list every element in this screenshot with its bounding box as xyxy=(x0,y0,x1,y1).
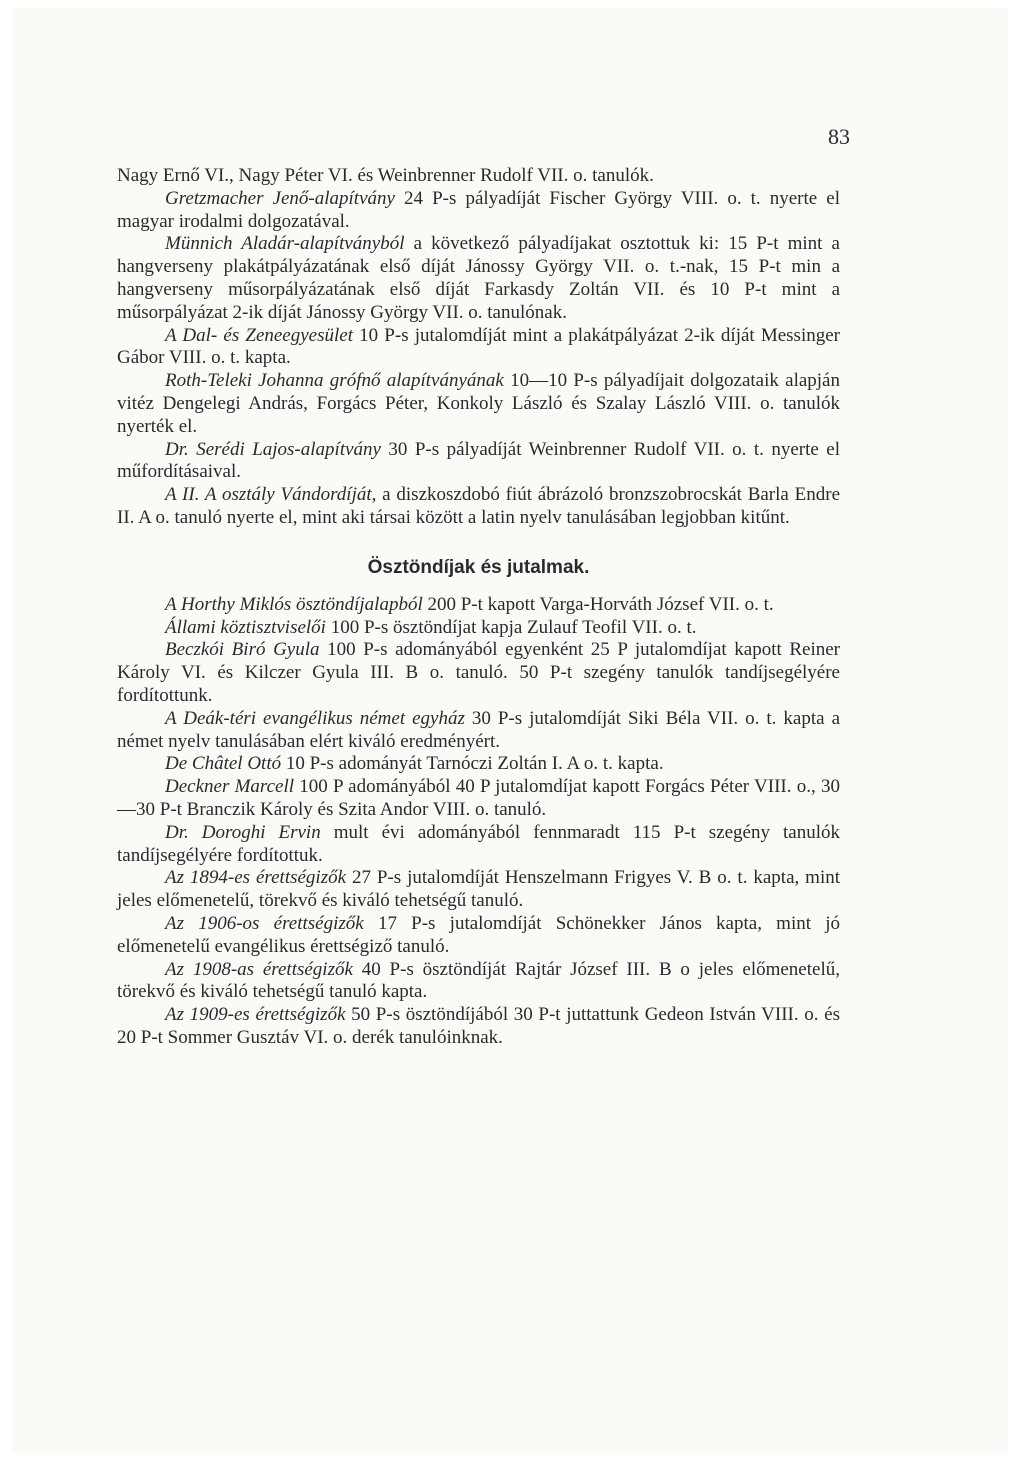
paragraph-text: 100 P-s ösztöndíjat kapja Zulauf Teofil VII. o. t. xyxy=(325,616,697,638)
paragraph-text: 10—10 P-s pályadíjait dolgozataik alapján vitéz Dengelegi András, Forgács Péter, Konkoly László és Szalay László VIII. o. tanulók nyerték el. xyxy=(117,370,840,437)
italic-name: Az 1909-es érettségizők xyxy=(165,1004,346,1026)
paragraph xyxy=(117,165,840,188)
paragraph-text: 10 P-s jutalomdíját mint a plakátpályázat 2-ik díját Messinger Gábor VIII. o. t. kapta. xyxy=(117,324,840,369)
paragraph xyxy=(117,439,840,485)
italic-name: Münnich Aladár-alapítványból xyxy=(165,233,405,255)
paragraph xyxy=(117,776,840,822)
italic-name: Gretzmacher Jenő-alapítvány xyxy=(165,187,395,209)
paragraph xyxy=(117,325,840,371)
section-heading: Ösztöndíjak és jutalmak. xyxy=(367,556,590,578)
paragraph xyxy=(117,370,840,438)
paragraph xyxy=(117,959,840,1005)
paragraph-text: 10 P-s adományát Tarnóczi Zoltán I. A o. t. kapta. xyxy=(281,753,664,775)
paragraph xyxy=(117,867,840,913)
italic-name: Állami köztisztviselői xyxy=(165,616,326,638)
paragraph xyxy=(117,1004,840,1050)
italic-name: Az 1894-es érettségizők xyxy=(165,867,347,889)
paragraph xyxy=(117,913,840,959)
italic-name: Az 1906-os érettségizők xyxy=(165,912,364,934)
italic-name: A II. A osztály Vándordíját, xyxy=(165,484,377,506)
italic-name: Az 1908-as érettségizők xyxy=(165,958,353,980)
paragraph-text: 100 P adományából 40 P jutalomdíjat kapott Forgács Péter VIII. o., 30—30 P-t Branczik Károly és Szita Andor VIII. o. tanuló. xyxy=(117,776,840,820)
paragraph-text: 30 P-s pályadíját Weinbrenner Rudolf VII. o. t. nyerte el műfordításaival. xyxy=(117,438,840,483)
italic-name: A Dal- és Zeneegyesület xyxy=(165,324,353,346)
italic-name: De Châtel Ottó xyxy=(165,753,282,775)
paragraph xyxy=(117,594,840,617)
paragraph xyxy=(117,822,840,868)
paragraph xyxy=(117,617,840,640)
italic-name: Deckner Marcell xyxy=(165,776,295,798)
italic-name: A Deák-téri evangélikus német egyház xyxy=(165,707,465,729)
paragraph-text: 50 P-s ösztöndíjából 30 P-t juttattunk Gedeon István VIII. o. és 20 P-t Sommer Gusztáv VI. o. derék tanulóinknak. xyxy=(117,1004,840,1048)
italic-name: Roth-Teleki Johanna grófnő alapítványának xyxy=(165,370,504,392)
paragraph-text: a diszkoszdobó fiút ábrázoló bronzszobrocskát Barla Endre II. A o. tanuló nyerte el, mint aki társai között a latin nyelv tanulásában legjobban kitűnt. xyxy=(117,484,841,528)
paragraph xyxy=(117,708,840,754)
italic-name: Dr. Serédi Lajos-alapítvány xyxy=(165,438,381,460)
paragraph xyxy=(117,639,840,707)
paragraph-text: 200 P-t kapott Varga-Horváth József VII. o. t. xyxy=(422,593,774,615)
paragraph-text: 24 P-s pályadíját Fischer György VIII. o. t. nyerte el magyar irodalmi dolgozatával. xyxy=(117,187,840,232)
italic-name: Dr. Doroghi Ervin xyxy=(165,821,321,843)
paragraph-text: a következő pályadíjakat osztottuk ki: 15 P-t mint a hangverseny plakátpályázatának első díját Jánossy György VII. o. t.-nak, 15 P-t min a hangverseny műsorpályázatának első díját Farkasdy Zoltán VII. és 10 P-t mint a műsorpályázat 2-ik díját Jánossy György VII. o. tanulónak. xyxy=(117,233,840,323)
paragraph xyxy=(117,188,840,234)
paragraph-text: 30 P-s jutalomdíját Siki Béla VII. o. t. kapta a német nyelv tanulásában elért kiváló eredményért. xyxy=(117,707,841,752)
paragraph xyxy=(117,753,840,776)
body-text xyxy=(117,165,840,1050)
awards-section xyxy=(117,165,840,530)
paragraph-text: mult évi adományából fennmaradt 115 P-t szegény tanulók tandíjsegélyére fordítottuk. xyxy=(117,821,840,866)
paragraph-text: 17 P-s jutalomdíját Schönekker János kapta, mint jó előmenetelű evangélikus érettségiző tanuló. xyxy=(117,912,840,957)
paragraph xyxy=(117,484,840,530)
document-page xyxy=(12,8,1008,1452)
paragraph-text: 27 P-s jutalomdíját Henszelmann Frigyes V. B o. t. kapta, mint jeles előmenetelű, törekvő és kiváló tehetségű tanuló. xyxy=(117,867,841,912)
italic-name: Beczkói Biró Gyula xyxy=(165,639,320,661)
paragraph-text: 100 P-s adományából egyenként 25 P jutalomdíjat kapott Reiner Károly VI. és Kilczer Gyula III. B o. tanuló. 50 P-t szegény tanulók tandíjsegélyére fordítottunk. xyxy=(117,639,841,706)
paragraph xyxy=(117,233,840,324)
page-number: 83 xyxy=(828,124,850,149)
paragraph-text: Nagy Ernő VI., Nagy Péter VI. és Weinbrenner Rudolf VII. o. tanulók. xyxy=(117,165,654,186)
scholarships-section xyxy=(117,594,840,1050)
paragraph-text: 40 P-s ösztöndíját Rajtár József III. B o jeles előmenetelű, törekvő és kiváló tehetségű tanuló kapta. xyxy=(117,958,840,1003)
italic-name: A Horthy Miklós ösztöndíjalapból xyxy=(165,593,423,615)
